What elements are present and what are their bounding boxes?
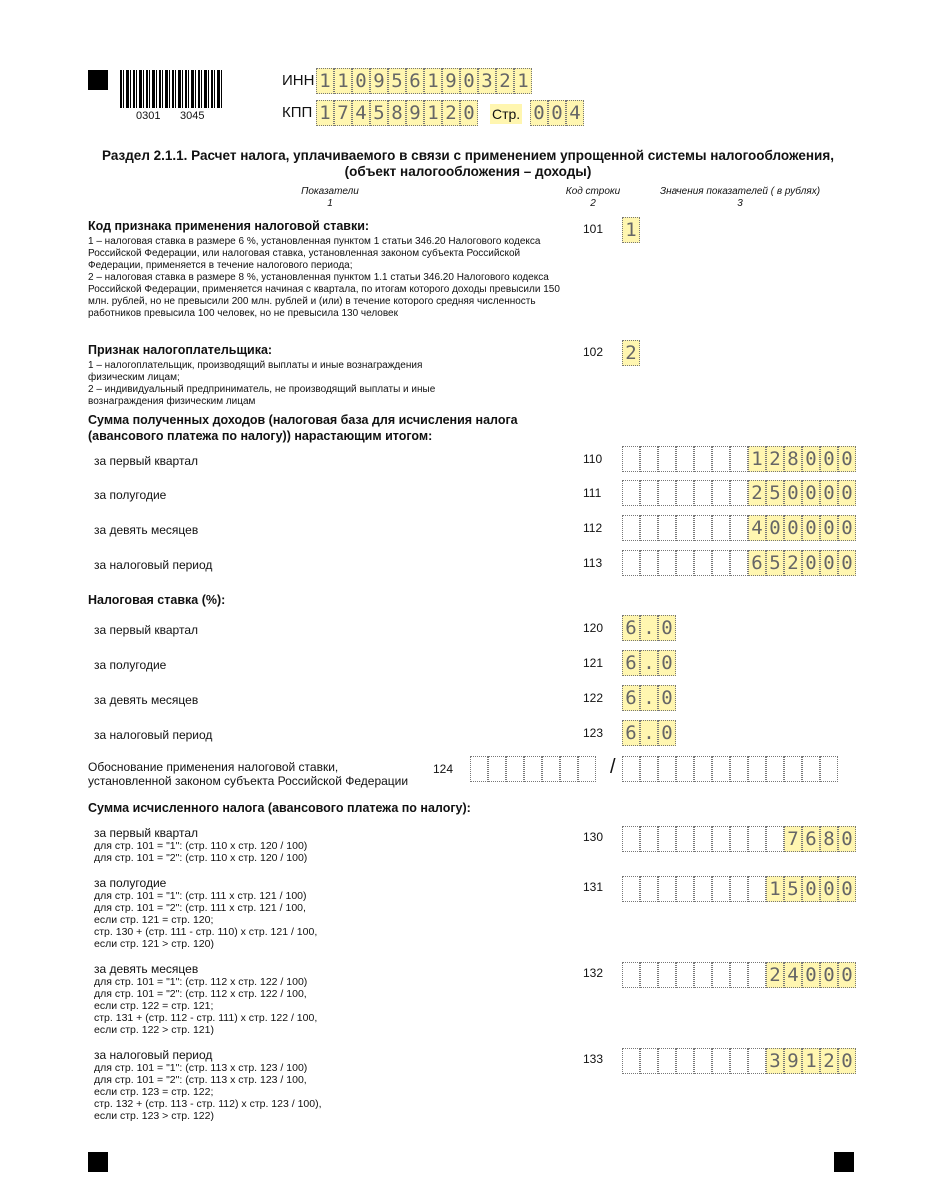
income-value-field[interactable] — [622, 550, 856, 576]
justification-cell — [712, 756, 730, 782]
rate-dot-cell: . — [640, 650, 658, 676]
inn-digit-cell: 2 — [496, 68, 514, 94]
digit-cell — [712, 515, 730, 541]
corner-marker-bottom-right — [834, 1152, 854, 1172]
inn-digit-cell: 1 — [334, 68, 352, 94]
digit-cell — [712, 962, 730, 988]
digit-cell — [622, 876, 640, 902]
digit-cell — [676, 826, 694, 852]
column-header-line-code: Код строки 2 — [565, 186, 621, 209]
digit-cell: 0 — [838, 962, 856, 988]
kpp-digit-cell: 4 — [352, 100, 370, 126]
tax-heading: Сумма исчисленного налога (авансового платежа по налогу): — [88, 801, 471, 815]
digit-cell — [640, 826, 658, 852]
tax-row-code: 132 — [583, 966, 604, 980]
digit-cell — [766, 826, 784, 852]
digit-cell — [730, 1048, 748, 1074]
kpp-digit-cell: 5 — [370, 100, 388, 126]
justification-cell — [506, 756, 524, 782]
justification-cell — [784, 756, 802, 782]
digit-cell — [658, 1048, 676, 1074]
digit-cell — [622, 480, 640, 506]
digit-cell: 0 — [838, 515, 856, 541]
rate-int-cell: 6 — [622, 685, 640, 711]
justification-slash: / — [610, 756, 616, 778]
digit-cell: 8 — [820, 826, 838, 852]
digit-cell: 1 — [748, 446, 766, 472]
kpp-digit-cell: 2 — [442, 100, 460, 126]
rate-row-code: 122 — [583, 691, 604, 705]
tax-formula-line: для стр. 101 = "1": (стр. 113 х стр. 123 / 100) — [94, 1062, 308, 1074]
digit-cell: 0 — [802, 480, 820, 506]
rate-code-heading: Код признака применения налоговой ставки: — [88, 219, 370, 233]
tax-formula-line: для стр. 101 = "1": (стр. 111 х стр. 121 / 100) — [94, 890, 307, 902]
rate-row-label: за первый квартал — [94, 623, 199, 637]
digit-cell — [640, 550, 658, 576]
digit-cell — [730, 876, 748, 902]
justification-cell — [560, 756, 578, 782]
tax-formula-line: если стр. 123 > стр. 122) — [94, 1110, 214, 1122]
rate-value-field[interactable] — [622, 650, 676, 676]
rate-frac-cell: 0 — [658, 650, 676, 676]
digit-cell: 1 — [766, 876, 784, 902]
inn-digit-cell: 6 — [406, 68, 424, 94]
digit-cell: 0 — [820, 550, 838, 576]
digit-cell: 0 — [820, 446, 838, 472]
digit-cell — [640, 1048, 658, 1074]
digit-cell — [694, 1048, 712, 1074]
digit-cell — [676, 876, 694, 902]
inn-digit-cell: 1 — [316, 68, 334, 94]
justification-cell — [766, 756, 784, 782]
rate-dot-cell: . — [640, 615, 658, 641]
tax-formula-line: если стр. 121 = стр. 120; — [94, 914, 214, 926]
digit-cell: 5 — [766, 550, 784, 576]
tax-value-field[interactable] — [622, 876, 856, 902]
income-value-field[interactable] — [622, 446, 856, 472]
inn-digit-cell: 0 — [460, 68, 478, 94]
kpp-digit-cell: 1 — [424, 100, 442, 126]
digit-cell — [730, 826, 748, 852]
justification-cell — [730, 756, 748, 782]
taxpayer-note-2: 2 – индивидуальный предприниматель, не производящий выплаты и иные вознаграждения физическим лицам — [88, 384, 436, 407]
income-row-code: 111 — [583, 486, 602, 500]
tax-row-label: за первый квартал — [94, 826, 199, 840]
digit-cell: 6 — [802, 826, 820, 852]
digit-cell — [640, 876, 658, 902]
tax-formula-line: стр. 132 + (стр. 113 - стр. 112) х стр. 123 / 100), — [94, 1098, 322, 1110]
income-row-label: за первый квартал — [94, 454, 199, 468]
digit-cell — [712, 826, 730, 852]
digit-cell: 8 — [784, 446, 802, 472]
tax-formula-line: для стр. 101 = "1": (стр. 110 х стр. 120 / 100) — [94, 840, 308, 852]
corner-marker-top-left — [88, 70, 108, 90]
rate-code-field[interactable] — [622, 217, 640, 243]
kpp-digit-cell: 0 — [460, 100, 478, 126]
digit-cell — [640, 515, 658, 541]
digit-cell — [622, 550, 640, 576]
digit-cell — [622, 826, 640, 852]
justification-cell — [578, 756, 596, 782]
digit-cell — [694, 550, 712, 576]
rate-frac-cell: 0 — [658, 615, 676, 641]
inn-digit-cell: 1 — [514, 68, 532, 94]
line-code-124: 124 — [433, 762, 454, 776]
digit-cell: 2 — [766, 962, 784, 988]
tax-row-label: за полугодие — [94, 876, 167, 890]
rate-row-code: 120 — [583, 621, 604, 635]
tax-formula-line: стр. 130 + (стр. 111 - стр. 110) х стр. 121 / 100, — [94, 926, 318, 938]
digit-cell — [622, 515, 640, 541]
digit-cell: 4 — [748, 515, 766, 541]
justification-cell — [640, 756, 658, 782]
digit-cell: 0 — [802, 876, 820, 902]
income-value-field[interactable] — [622, 515, 856, 541]
digit-cell — [694, 446, 712, 472]
digit-cell: 0 — [820, 962, 838, 988]
rate-dot-cell: . — [640, 720, 658, 746]
inn-digit-cell: 3 — [478, 68, 496, 94]
rate-row-label: за полугодие — [94, 658, 167, 672]
rate-code-note-2: 2 – налоговая ставка в размере 8 %, установленная пунктом 1.1 статьи 346.20 Налогового кодекса Российской Федерации, применяется начиная с квартала, по итогам которого доходы превысили 150 млн. рублей, но не превысили 200 млн. рублей и (или) в течение которого средняя численность работников превысила 100 человек, но не превысила 130 человек — [88, 272, 560, 319]
digit-cell — [748, 826, 766, 852]
rate-int-cell: 6 — [622, 615, 640, 641]
digit-cell: 1 — [802, 1048, 820, 1074]
rate-row-label: за девять месяцев — [94, 693, 199, 707]
justification-cell — [524, 756, 542, 782]
digit-cell — [748, 1048, 766, 1074]
digit-cell: 0 — [838, 550, 856, 576]
rate-code-note-1: 1 – налоговая ставка в размере 6 %, установленная пунктом 1 статьи 346.20 Налогового кодекса Российской Федерации, или налоговая ставка, установленная законом субъекта Российской Федерации, применяется в течение налогового периода; — [88, 236, 541, 271]
digit-cell — [658, 962, 676, 988]
inn-digit-cell: 0 — [352, 68, 370, 94]
digit-cell — [658, 550, 676, 576]
digit-cell: 0 — [820, 876, 838, 902]
digit-cell: 5 — [766, 480, 784, 506]
digit-cell — [622, 962, 640, 988]
digit-cell: 0 — [802, 962, 820, 988]
digit-cell: 5 — [784, 876, 802, 902]
tax-formula-line: стр. 131 + (стр. 112 - стр. 111) х стр. 122 / 100, — [94, 1012, 318, 1024]
digit-cell — [730, 446, 748, 472]
digit-cell — [730, 480, 748, 506]
kpp-digit-cell: 1 — [316, 100, 334, 126]
tax-formula-line: для стр. 101 = "2": (стр. 110 х стр. 120 / 100) — [94, 852, 308, 864]
column-header-values: Значения показателей ( в рублях) 3 — [659, 186, 821, 209]
digit-cell: 2 — [748, 480, 766, 506]
justification-cell — [676, 756, 694, 782]
digit-cell — [694, 826, 712, 852]
income-value-field[interactable] — [622, 480, 856, 506]
tax-formula-line: для стр. 101 = "2": (стр. 113 х стр. 123 / 100, — [94, 1074, 307, 1086]
justification-cell — [658, 756, 676, 782]
income-row-label: за девять месяцев — [94, 523, 199, 537]
rate-value-field[interactable] — [622, 615, 676, 641]
digit-cell: 2 — [766, 446, 784, 472]
digit-cell — [640, 446, 658, 472]
tax-value-field[interactable] — [622, 1048, 856, 1074]
rate-row-code: 121 — [583, 656, 604, 670]
inn-digit-cell: 9 — [442, 68, 460, 94]
rate-heading: Налоговая ставка (%): — [88, 593, 226, 607]
rate-row-label: за налоговый период — [94, 728, 213, 742]
digit-cell — [676, 480, 694, 506]
kpp-label: КПП — [282, 104, 313, 121]
digit-cell — [694, 962, 712, 988]
digit-cell — [712, 550, 730, 576]
inn-digit-cell: 5 — [388, 68, 406, 94]
digit-cell: 0 — [766, 515, 784, 541]
digit-cell — [640, 480, 658, 506]
corner-marker-bottom-left — [88, 1152, 108, 1172]
justification-cell — [470, 756, 488, 782]
digit-cell: 4 — [784, 962, 802, 988]
digit-cell: 2 — [820, 1048, 838, 1074]
digit-cell — [730, 515, 748, 541]
digit-cell: 0 — [838, 480, 856, 506]
digit-cell: 0 — [820, 480, 838, 506]
taxpayer-note-1: 1 – налогоплательщик, производящий выплаты и иные вознаграждения физическим лицам; — [88, 360, 423, 383]
digit-cell: 0 — [784, 480, 802, 506]
barcode-image — [120, 70, 224, 108]
tax-value-field[interactable] — [622, 962, 856, 988]
digit-cell — [676, 446, 694, 472]
digit-cell — [712, 446, 730, 472]
justification-label: Обоснование применения налоговой ставки, установленной законом субъекта Российской Федерации — [88, 760, 409, 788]
digit-cell — [658, 876, 676, 902]
inn-digit-cell: 1 — [424, 68, 442, 94]
tax-row-label: за девять месяцев — [94, 962, 199, 976]
kpp-digit-cell: 8 — [388, 100, 406, 126]
rate-frac-cell: 0 — [658, 720, 676, 746]
digit-cell — [676, 962, 694, 988]
justification-cell — [748, 756, 766, 782]
income-row-code: 112 — [583, 521, 603, 535]
digit-cell — [694, 515, 712, 541]
page-label: Стр. — [492, 106, 521, 122]
digit-cell — [676, 550, 694, 576]
digit-cell: 2 — [784, 550, 802, 576]
digit-cell: 0 — [838, 1048, 856, 1074]
digit-cell: 0 — [784, 515, 802, 541]
justification-field-right[interactable] — [622, 756, 838, 782]
tax-row-label: за налоговый период — [94, 1048, 213, 1062]
tax-formula-line: если стр. 123 = стр. 122; — [94, 1086, 214, 1098]
digit-cell — [712, 876, 730, 902]
digit-cell: 6 — [748, 550, 766, 576]
income-row-label: за полугодие — [94, 488, 167, 502]
tax-formula-line: если стр. 121 > стр. 120) — [94, 938, 214, 950]
rate-code-cell: 1 — [622, 217, 640, 243]
justification-cell — [820, 756, 838, 782]
tax-row-code: 130 — [583, 830, 604, 844]
digit-cell — [748, 962, 766, 988]
digit-cell — [712, 480, 730, 506]
tax-row-code: 131 — [583, 880, 604, 894]
digit-cell: 3 — [766, 1048, 784, 1074]
page-number-field[interactable] — [530, 100, 584, 126]
digit-cell: 0 — [802, 550, 820, 576]
rate-row-code: 123 — [583, 726, 604, 740]
income-row-label: за налоговый период — [94, 558, 213, 572]
tax-formula-line: если стр. 122 > стр. 121) — [94, 1024, 214, 1036]
page-digit-cell: 0 — [530, 100, 548, 126]
rate-frac-cell: 0 — [658, 685, 676, 711]
rate-dot-cell: . — [640, 685, 658, 711]
digit-cell — [712, 1048, 730, 1074]
rate-value-field[interactable] — [622, 685, 676, 711]
digit-cell — [658, 515, 676, 541]
column-header-indicators: Показатели 1 — [301, 186, 359, 209]
justification-field-left[interactable] — [470, 756, 596, 782]
digit-cell: 0 — [838, 446, 856, 472]
digit-cell: 9 — [784, 1048, 802, 1074]
taxpayer-field[interactable] — [622, 340, 640, 366]
inn-field[interactable] — [316, 68, 532, 94]
justification-cell — [622, 756, 640, 782]
digit-cell — [694, 876, 712, 902]
digit-cell — [658, 826, 676, 852]
digit-cell — [640, 962, 658, 988]
digit-cell — [622, 1048, 640, 1074]
section-title: Раздел 2.1.1. Расчет налога, уплачиваемого в связи с применением упрощенной системы налогообложения, (объект налогообложения – доходы) — [102, 148, 834, 179]
taxpayer-heading: Признак налогоплательщика: — [88, 343, 273, 357]
tax-row-code: 133 — [583, 1052, 604, 1066]
page-digit-cell: 4 — [566, 100, 584, 126]
tax-value-field[interactable] — [622, 826, 856, 852]
line-code-102: 102 — [583, 345, 604, 359]
inn-label: ИНН — [282, 72, 315, 89]
barcode-number-left: 0301 — [136, 110, 161, 122]
line-code-101: 101 — [583, 222, 604, 236]
digit-cell — [658, 480, 676, 506]
taxpayer-cell: 2 — [622, 340, 640, 366]
digit-cell: 0 — [838, 826, 856, 852]
rate-int-cell: 6 — [622, 650, 640, 676]
digit-cell: 0 — [838, 876, 856, 902]
justification-cell — [694, 756, 712, 782]
page-digit-cell: 0 — [548, 100, 566, 126]
barcode-number-right: 3045 — [180, 110, 205, 122]
digit-cell: 0 — [820, 515, 838, 541]
rate-int-cell: 6 — [622, 720, 640, 746]
tax-formula-line: для стр. 101 = "2": (стр. 111 х стр. 121 / 100, — [94, 902, 306, 914]
digit-cell — [676, 1048, 694, 1074]
justification-cell — [542, 756, 560, 782]
digit-cell: 0 — [802, 515, 820, 541]
tax-formula-line: если стр. 122 = стр. 121; — [94, 1000, 214, 1012]
tax-formula-line: для стр. 101 = "1": (стр. 112 х стр. 122 / 100) — [94, 976, 308, 988]
kpp-field[interactable] — [316, 100, 478, 126]
income-row-code: 113 — [583, 556, 603, 570]
kpp-digit-cell: 7 — [334, 100, 352, 126]
digit-cell — [730, 550, 748, 576]
digit-cell: 7 — [784, 826, 802, 852]
income-heading: Сумма полученных доходов (налоговая база для исчисления налога (авансового платежа по налогу)) нарастающим итогом: — [88, 413, 518, 443]
digit-cell — [694, 480, 712, 506]
justification-cell — [802, 756, 820, 782]
digit-cell — [622, 446, 640, 472]
inn-digit-cell: 9 — [370, 68, 388, 94]
digit-cell — [730, 962, 748, 988]
digit-cell: 0 — [802, 446, 820, 472]
rate-value-field[interactable] — [622, 720, 676, 746]
digit-cell — [658, 446, 676, 472]
income-row-code: 110 — [583, 452, 603, 466]
digit-cell — [676, 515, 694, 541]
justification-cell — [488, 756, 506, 782]
digit-cell — [748, 876, 766, 902]
tax-formula-line: для стр. 101 = "2": (стр. 112 х стр. 122 / 100, — [94, 988, 307, 1000]
kpp-digit-cell: 9 — [406, 100, 424, 126]
